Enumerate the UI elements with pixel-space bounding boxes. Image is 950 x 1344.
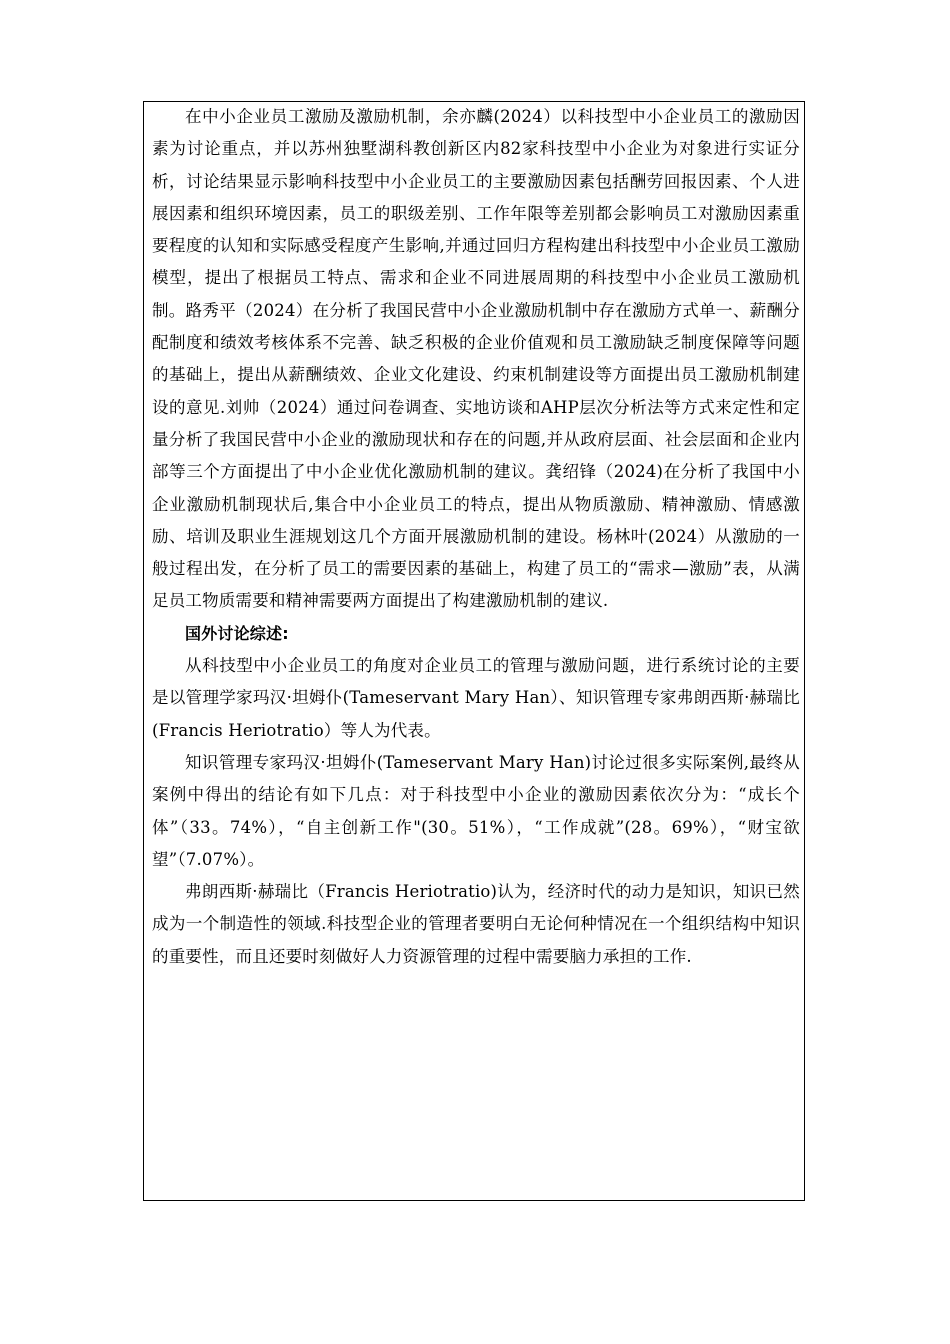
paragraph-tameservant: 知识管理专家玛汉·坦姆仆(Tameservant Mary Han)讨论过很多实际案例,最终从案例中得出的结论有如下几点：对于科技型中小企业的激励因素依次分为：“成长个体”（33。74%），“自主创新工作"(30。51%），“工作成就”(28。69%），“财宝欲望”（7.07%）。: [152, 752, 800, 869]
paragraph-domestic-review: 在中小企业员工激励及激励机制，余亦麟(2024）以科技型中小企业员工的激励因素为讨论重点，并以苏州独墅湖科教创新区内82家科技型中小企业为对象进行实证分析，讨论结果显示影响科技型中小企业员工的主要激励因素包括酬劳回报因素、个人进展因素和组织环境因素，员工的职级差别、工作年限等差别都会影响员工对激励因素重要程度的认知和实际感受程度产生影响,并通过回归方程构建出科技型中小企业员工激励模型，提出了根据员工特点、需求和企业不同进展周期的科技型中小企业员工激励机制。路秀平（2024）在分析了我国民营中小企业激励机制中存在激励方式单一、薪酬分配制度和绩效考核体系不完善、缺乏积极的企业价值观和员工激励缺乏制度保障等问题的基础上，提出从薪酬绩效、企业文化建设、约束机制建设等方面提出员工激励机制建设的意见.刘帅（2024）通过问卷调查、实地访谈和AHP层次分析法等方式来定性和定量分析了我国民营中小企业的激励现状和存在的问题,并从政府层面、社会层面和企业内部等三个方面提出了中小企业优化激励机制的建议。龚绍锋（2024)在分析了我国中小企业激励机制现状后,集合中小企业员工的特点，提出从物质激励、精神激励、情感激励、培训及职业生涯规划这几个方面开展激励机制的建设。杨林叶(2024）从激励的一般过程出发，在分析了员工的需要因素的基础上，构建了员工的“需求—激励”表，从满足员工物质需要和精神需要两方面提出了构建激励机制的建议.: [152, 107, 800, 611]
paragraph-foreign-intro: 从科技型中小企业员工的角度对企业员工的管理与激励问题，进行系统讨论的主要是以管理学家玛汉·坦姆仆(Tameservant Mary Han）、知识管理专家弗朗西斯·赫瑞比(Francis Heriotratio）等人为代表。: [152, 656, 800, 740]
paragraph-heriotratio: 弗朗西斯·赫瑞比（Francis Heriotratio)认为，经济时代的动力是知识，知识已然成为一个制造性的领域.科技型企业的管理者要明白无论何种情况在一个组织结构中知识的重要性，而且还要时刻做好人力资源管理的过程中需要脑力承担的工作.: [152, 882, 800, 966]
heading-foreign-review: 国外讨论综述:: [185, 623, 289, 643]
document-body: [152, 101, 800, 973]
